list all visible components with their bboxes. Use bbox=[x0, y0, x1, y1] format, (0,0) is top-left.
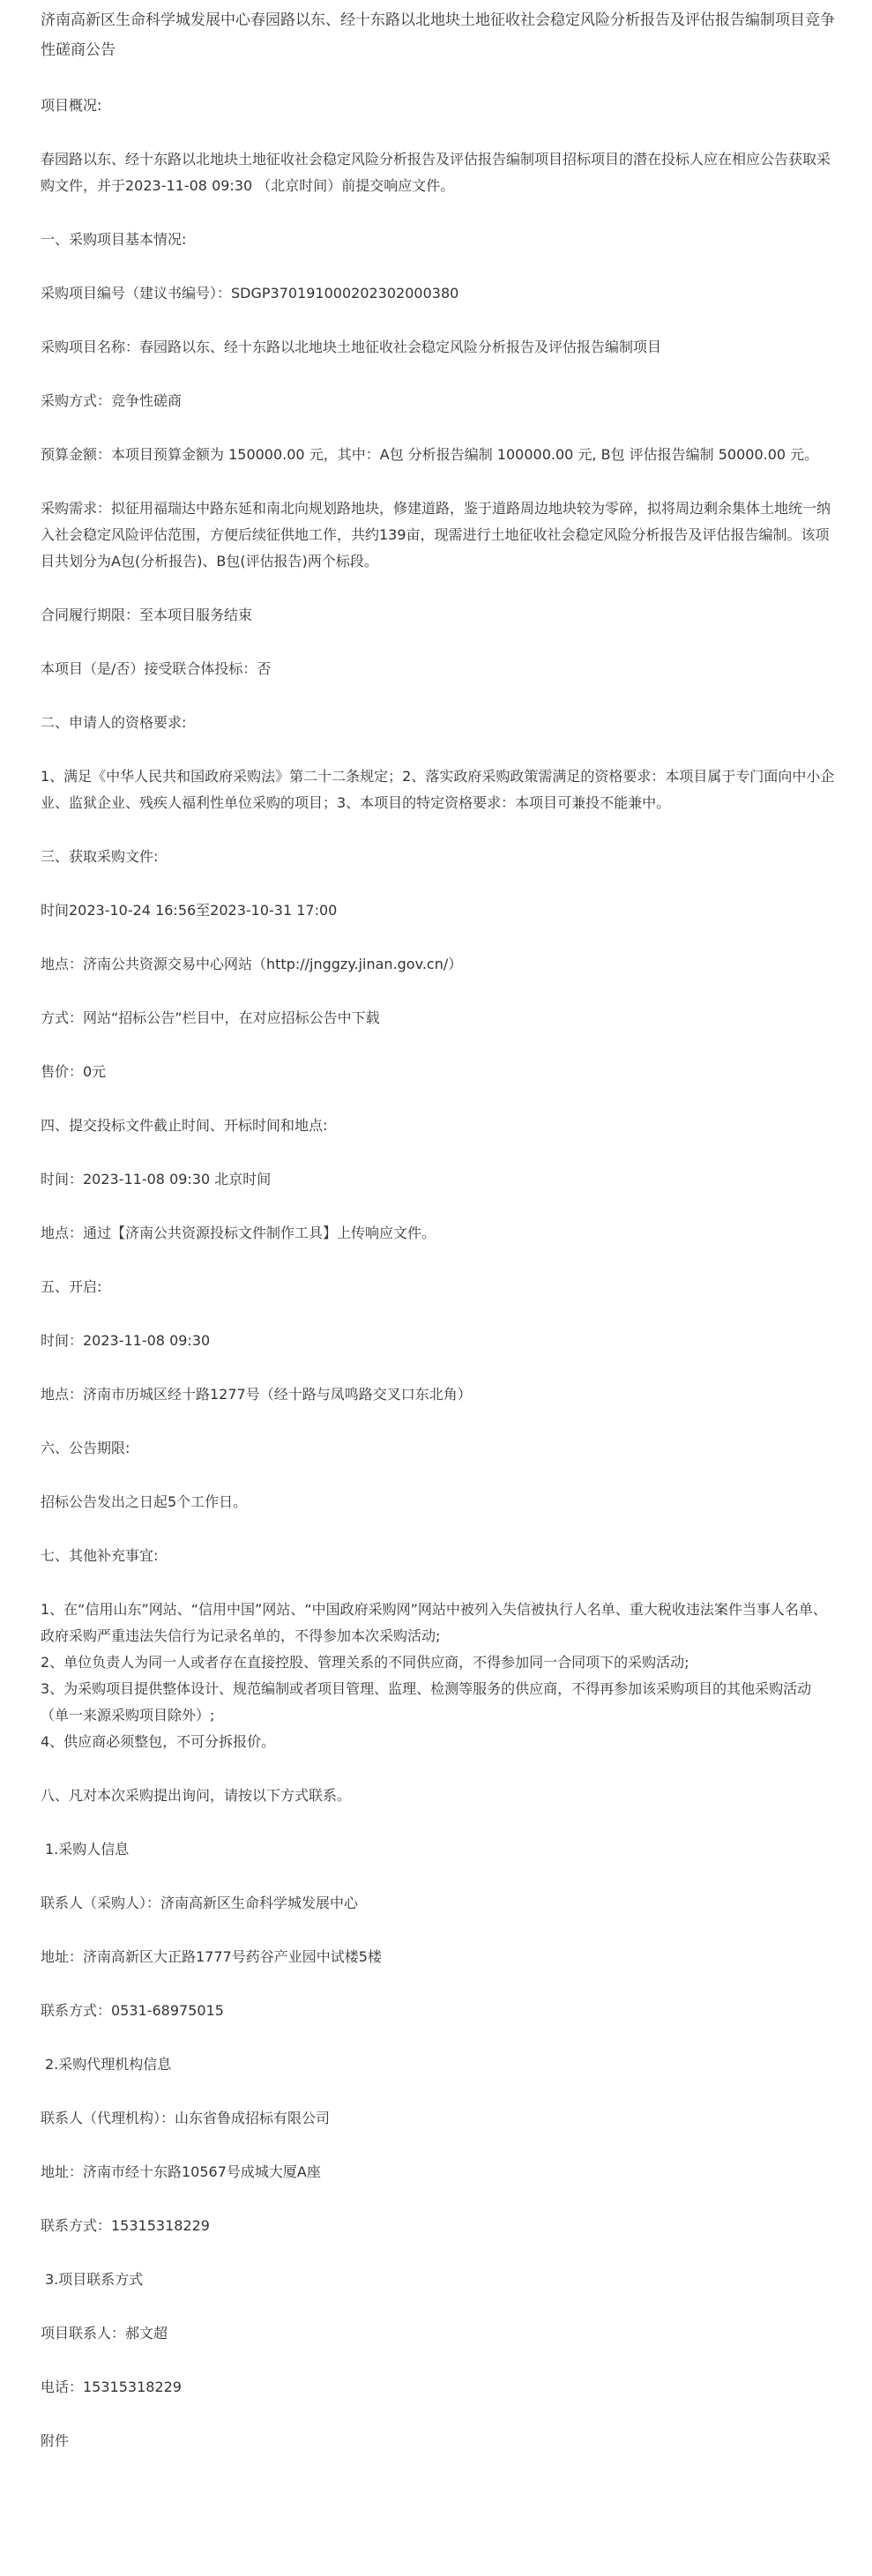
attachment-label: 附件 bbox=[41, 2432, 70, 2449]
page-title: 济南高新区生命科学城发展中心春园路以东、经十东路以北地块土地征收社会稳定风险分析报告及评估报告编制项目竞争性磋商公告 bbox=[41, 11, 835, 59]
section5-heading: 五、开启: bbox=[41, 1278, 102, 1295]
project-name: 采购项目名称：春园路以东、经十东路以北地块土地征收社会稳定风险分析报告及评估报告编制项目 bbox=[41, 339, 662, 355]
consortium-bid: 本项目（是/否）接受联合体投标：否 bbox=[41, 660, 272, 677]
agent-heading: 2.采购代理机构信息 bbox=[45, 2056, 172, 2073]
contract-period: 合同履行期限：至本项目服务结束 bbox=[41, 607, 253, 623]
document-price: 售价：0元 bbox=[41, 1063, 107, 1080]
section1-heading: 一、采购项目基本情况: bbox=[41, 231, 187, 248]
procurement-method: 采购方式：竞争性磋商 bbox=[41, 392, 183, 409]
purchaser-contact: 联系人（采购人）：济南高新区生命科学城发展中心 bbox=[41, 1895, 359, 1911]
obtain-place: 地点：济南公共资源交易中心网站（http://jnggzy.jinan.gov.cn/） bbox=[41, 956, 463, 972]
overview-heading: 项目概况: bbox=[41, 97, 102, 114]
section7-heading: 七、其他补充事宜: bbox=[41, 1547, 159, 1564]
supplementary-item-2: 2、单位负责人为同一人或者存在直接控股、管理关系的不同供应商，不得参加同一合同项下的采购活动; bbox=[41, 1654, 689, 1671]
supplementary-item-3: 3、为采购项目提供整体设计、规范编制或者项目管理、监理、检测等服务的供应商，不得再参加该采购项目的其他采购活动（单一来源采购项目除外）; bbox=[41, 1680, 812, 1724]
overview-text: 春园路以东、经十东路以北地块土地征收社会稳定风险分析报告及评估报告编制项目招标项目的潜在投标人应在相应公告获取采购文件，并于2023-11-08 09:30 （北京时间）前提交响应文件。 bbox=[41, 151, 831, 194]
purchaser-address: 地址：济南高新区大正路1777号药谷产业园中试楼5楼 bbox=[41, 1948, 382, 1965]
supplementary-item-1: 1、在“信用山东”网站、“信用中国”网站、“中国政府采购网”网站中被列入失信被执行人名单、重大税收违法案件当事人名单、政府采购严重违法失信行为记录名单的，不得参加本次采购活动; bbox=[41, 1601, 827, 1644]
section8-heading: 八、凡对本次采购提出询问，请按以下方式联系。 bbox=[41, 1787, 352, 1804]
agent-phone: 联系方式：15315318229 bbox=[41, 2217, 210, 2234]
opening-time: 时间：2023-11-08 09:30 bbox=[41, 1332, 211, 1349]
agent-contact: 联系人（代理机构）：山东省鲁成招标有限公司 bbox=[41, 2110, 331, 2126]
section4-heading: 四、提交投标文件截止时间、开标时间和地点: bbox=[41, 1117, 328, 1134]
announcement-period: 招标公告发出之日起5个工作日。 bbox=[41, 1493, 248, 1510]
opening-place: 地点：济南市历城区经十路1277号（经十路与凤鸣路交叉口东北角） bbox=[41, 1386, 472, 1403]
submission-place: 地点：通过【济南公共资源投标文件制作工具】上传响应文件。 bbox=[41, 1225, 436, 1241]
project-number: 采购项目编号（建议书编号）：SDGP370191000202302000380 bbox=[41, 285, 459, 302]
deadline-time: 时间：2023-11-08 09:30 北京时间 bbox=[41, 1171, 272, 1187]
obtain-way: 方式：网站“招标公告”栏目中，在对应招标公告中下载 bbox=[41, 1009, 380, 1026]
section2-heading: 二、申请人的资格要求: bbox=[41, 714, 187, 731]
agent-address: 地址：济南市经十东路10567号成城大厦A座 bbox=[41, 2163, 321, 2180]
section6-heading: 六、公告期限: bbox=[41, 1440, 130, 1456]
budget-amount: 预算金额：本项目预算金额为 150000.00 元，其中：A包 分析报告编制 100000.00 元, B包 评估报告编制 50000.00 元。 bbox=[41, 446, 819, 463]
procurement-demand: 采购需求：拟征用福瑞达中路东延和南北向规划路地块，修建道路，鉴于道路周边地块较为零碎，拟将周边剩余集体土地统一纳入社会稳定风险评估范围，方便后续征供地工作，共约139亩，现需进行土地征收社会稳定风险分析报告及评估报告编制。该项目共划分为A包(分析报告)、B包(评估报告)两个标段。 bbox=[41, 500, 831, 570]
project-contact-person: 项目联系人：郝文超 bbox=[41, 2325, 168, 2341]
supplementary-item-4: 4、供应商必须整包，不可分拆报价。 bbox=[41, 1733, 276, 1750]
qualification-text: 1、满足《中华人民共和国政府采购法》第二十二条规定；2、落实政府采购政策需满足的资格要求：本项目属于专门面向中小企业、监狱企业、残疾人福利性单位采购的项目；3、本项目的特定资格要求：本项目可兼投不能兼中。 bbox=[41, 768, 835, 811]
project-contact-heading: 3.项目联系方式 bbox=[45, 2271, 144, 2288]
purchaser-heading: 1.采购人信息 bbox=[45, 1841, 130, 1858]
section3-heading: 三、获取采购文件: bbox=[41, 848, 159, 865]
project-contact-phone: 电话：15315318229 bbox=[41, 2379, 182, 2395]
purchaser-phone: 联系方式：0531-68975015 bbox=[41, 2002, 224, 2019]
obtain-time: 时间2023-10-24 16:56至2023-10-31 17:00 bbox=[41, 902, 338, 919]
